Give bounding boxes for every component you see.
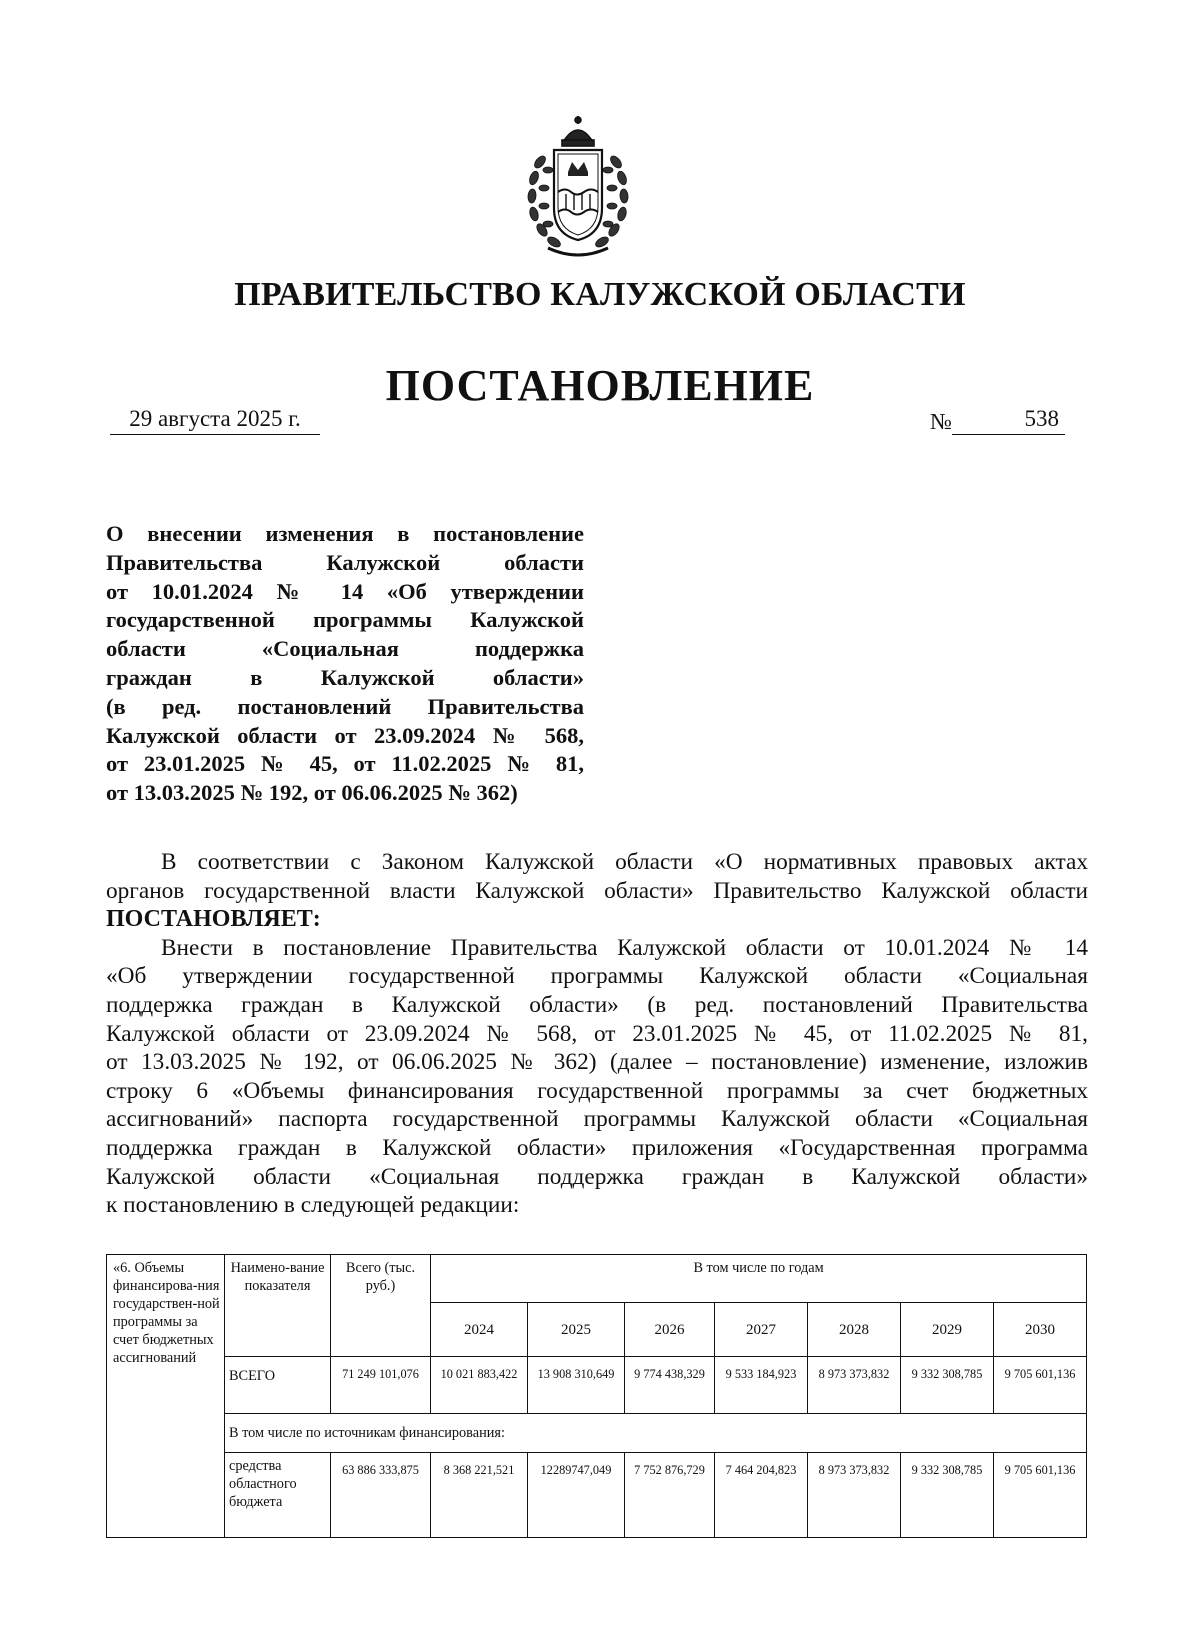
subject-line: от 10.01.2024 № 14 «Об утверждении (106, 578, 584, 604)
number-label: № (930, 409, 952, 434)
row-label-cell: «6. Объемы финансирова-ния государствен-ной программы за счет бюджетных ассигнований (107, 1255, 225, 1538)
table-cell: 9 332 308,785 (901, 1453, 994, 1538)
subject-line: государственной программы Калужской (106, 607, 584, 633)
document-body (106, 848, 1088, 1220)
body-line: строку 6 «Объемы финансирования государственной программы за счет бюджетных (106, 1077, 1088, 1104)
body-line: органов государственной власти Калужской области» Правительство Калужской области (106, 877, 1088, 904)
table-cell: 13 908 310,649 (528, 1357, 625, 1414)
body-line: от 13.03.2025 № 192, от 06.06.2025 № 362) (далее – постановление) изменение, изложив (106, 1049, 1088, 1076)
table-cell: 9 774 438,329 (625, 1357, 715, 1414)
year-header: 2026 (625, 1302, 715, 1356)
body-line: Калужской области от 23.09.2024 № 568, от 23.01.2025 № 45, от 11.02.2025 № 81, (106, 1020, 1088, 1047)
document-subject (106, 520, 584, 808)
body-line: Калужской области «Социальная поддержка граждан в Калужской области» (106, 1163, 1088, 1190)
resolve-colon: : (312, 906, 321, 933)
number-value: 538 (952, 406, 1065, 435)
body-line: «Об утверждении государственной программы Калужской области «Социальная (106, 963, 1088, 990)
total-row-total: 71 249 101,076 (331, 1357, 431, 1414)
year-header: 2030 (994, 1302, 1087, 1356)
sources-label: В том числе по источникам финансирования: (225, 1413, 1087, 1452)
table-cell: 9 533 184,923 (715, 1357, 808, 1414)
table-cell: 9 332 308,785 (901, 1357, 994, 1414)
col-total-header: Всего (тыс. руб.) (331, 1255, 431, 1357)
government-title: ПРАВИТЕЛЬСТВО КАЛУЖСКОЙ ОБЛАСТИ (234, 276, 966, 313)
body-line: к постановлению в следующей редакции: (106, 1192, 520, 1219)
subject-line: О внесении изменения в постановление (106, 521, 584, 546)
body-line: ассигнований» паспорта государственной программы Калужской области «Социальная (106, 1106, 1088, 1133)
year-header: 2027 (715, 1302, 808, 1356)
body-line: поддержка граждан в Калужской области» приложения «Государственная программа (106, 1134, 1088, 1161)
document-number (930, 406, 1065, 435)
subject-line: граждан в Калужской области» (106, 664, 584, 690)
body-line: поддержка граждан в Калужской области» (в ред. постановлений Правительства (106, 991, 1088, 1018)
regional-row-label: средства областного бюджета (225, 1453, 331, 1538)
subject-line: области «Социальная поддержка (106, 636, 584, 662)
table-cell: 9 705 601,136 (994, 1453, 1087, 1538)
document-date: 29 августа 2025 г. (110, 406, 320, 435)
table-cell: 7 464 204,823 (715, 1453, 808, 1538)
year-header: 2028 (808, 1302, 901, 1356)
table-cell: 8 368 221,521 (431, 1453, 528, 1538)
regional-row-total: 63 886 333,875 (331, 1453, 431, 1538)
table-cell: 8 973 373,832 (808, 1357, 901, 1414)
total-row-label: ВСЕГО (225, 1357, 331, 1414)
coat-of-arms-icon (518, 112, 638, 260)
table-cell: 7 752 876,729 (625, 1453, 715, 1538)
subject-line: от 13.03.2025 № 192, от 06.06.2025 № 362) (106, 780, 518, 806)
table-cell: 8 973 373,832 (808, 1453, 901, 1538)
body-line: В соответствии с Законом Калужской области «О нормативных правовых актах (161, 849, 1088, 875)
body-line: Внести в постановление Правительства Калужской области от 10.01.2024 № 14 (161, 934, 1088, 961)
subject-line: Калужской области от 23.09.2024 № 568, (106, 722, 584, 748)
subject-line: (в ред. постановлений Правительства (106, 693, 584, 719)
year-header: 2025 (528, 1302, 625, 1356)
subject-line: Правительства Калужской области (106, 549, 584, 575)
table-cell: 9 705 601,136 (994, 1357, 1087, 1414)
subject-line: от 23.01.2025 № 45, от 11.02.2025 № 81, (106, 751, 584, 777)
financing-table (106, 1254, 1087, 1538)
document-type: ПОСТАНОВЛЕНИЕ (385, 361, 815, 410)
col-name-header: Наимено-вание показателя (225, 1255, 331, 1357)
years-header: В том числе по годам (431, 1255, 1087, 1303)
year-header: 2024 (431, 1302, 528, 1356)
resolve-word: ПОСТАНОВЛЯЕТ (106, 906, 313, 933)
table-cell: 12289747,049 (528, 1453, 625, 1538)
table-cell: 10 021 883,422 (431, 1357, 528, 1414)
year-header: 2029 (901, 1302, 994, 1356)
resolve-line (106, 905, 1088, 934)
